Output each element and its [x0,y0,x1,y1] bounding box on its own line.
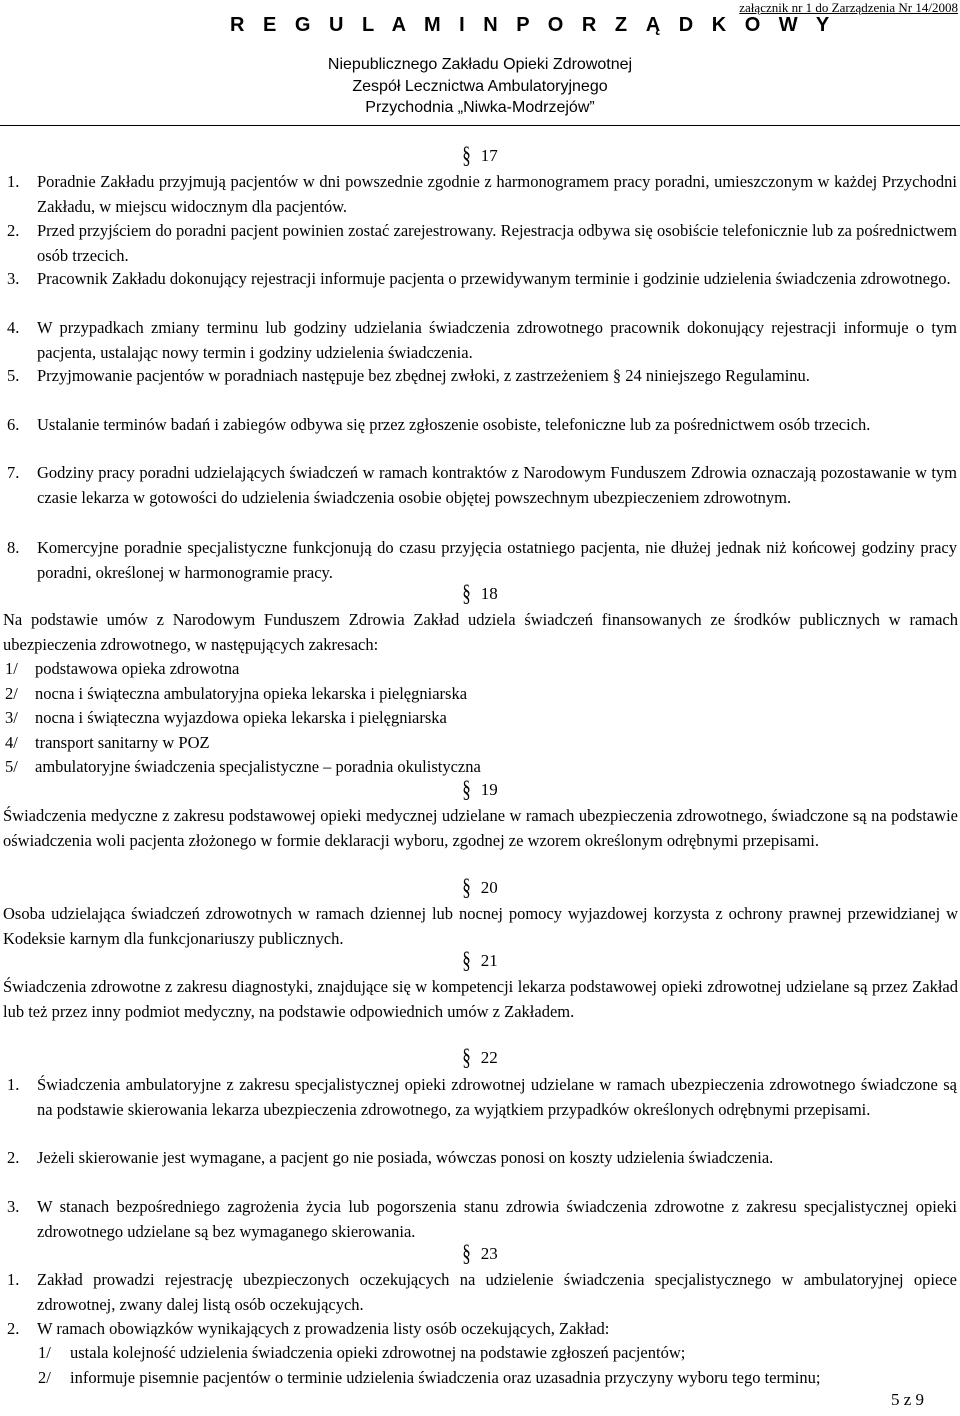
paragraph: Osoba udzielająca świadczeń zdrowotnych w ramach dziennej lub nocnej pomocy wyjazdowej korzysta z ochrony prawnej przewidzianej w Kodeksie karnym dla funkcjonariuszy publicznych. [3,904,958,948]
section-heading-23: § 23 [462,1240,498,1267]
list-item: 1/ podstawowa opieka zdrowotna [5,659,240,678]
header-divider [0,125,960,126]
org-clinic: Przychodnia „Niwka-Modrzejów” [365,99,595,116]
list-item: 8. Komercyjne poradnie specjalistyczne funkcjonują do czasu przyjęcia ostatniego pacjenta, nie dłużej jednak niż końcowej godziny pracy poradni, określonej w harmonogramie pracy. [7,538,957,582]
list-item: 2. Jeżeli skierowanie jest wymagane, a pacjent go nie posiada, wówczas ponosi on koszty udzielenia świadczenia. [7,1148,774,1167]
list-item: 3/ nocna i świąteczna wyjazdowa opieka lekarska i pielęgniarska [5,708,447,727]
document-title: R E G U L A M I N P O R Z Ą D K O W Y [230,14,836,36]
list-item: 3. W stanach bezpośredniego zagrożenia życia lub pogorszenia stanu zdrowia świadczenia zdrowotne z zakresu specjalistycznej opieki zdrowotnego udzielane są bez wymaganego skierowania. [7,1197,957,1241]
list-item: 1. Świadczenia ambulatoryjne z zakresu specjalistycznej opieki zdrowotnej udzielane w ramach ubezpieczenia zdrowotnego świadczone są na podstawie skierowania lekarza ubezpieczenia zdrowotnego, za wyjątkiem przypadków określonych odrębnymi przepisami. [7,1075,957,1119]
list-item: 6. Ustalanie terminów badań i zabiegów odbywa się przez zgłoszenie osobiste, telefoniczne lub za pośrednictwem osób trzecich. [7,415,871,434]
section-sign: § [462,580,471,607]
sub-list-item: 2/ informuje pisemnie pacjentów o terminie udzielenia świadczenia oraz uzasadnia przyczyny wyboru tego terminu; [38,1368,821,1387]
section-heading-22: § 22 [462,1044,498,1071]
list-item: 2. Przed przyjściem do poradni pacjent powinien zostać zarejestrowany. Rejestracja odbywa się osobiście telefonicznie lub za pośrednictwem osób trzecich. [7,221,957,265]
list-item: 5. Przyjmowanie pacjentów w poradniach następuje bez zbędnej zwłoki, z zastrzeżeniem § 24 niniejszego Regulaminu. [7,366,810,385]
org-unit: Zespół Lecznictwa Ambulatoryjnego [352,78,608,95]
list-item: 4. W przypadkach zmiany terminu lub godziny udzielania świadczenia zdrowotnego pracownik dokonujący rejestracji informuje o tym pacjenta, ustalając nowy termin i godziny udzielenia świadczenia. [7,318,957,362]
section-heading-18: § 18 [462,580,498,607]
sub-list-item: 1/ ustala kolejność udzielenia świadczenia opieki zdrowotnej na podstawie zgłoszeń pacjentów; [38,1343,686,1362]
section-sign: § [462,776,471,803]
list-item: 1. Zakład prowadzi rejestrację ubezpieczonych oczekujących na udzielenie świadczenia specjalistycznego w ambulatoryjnej opiece zdrowotnej, zwany dalej listą osób oczekujących. [7,1270,957,1314]
section-heading-19: § 19 [462,776,498,803]
attachment-note: załącznik nr 1 do Zarządzenia Nr 14/2008 [739,0,958,15]
section-heading-21: § 21 [462,947,498,974]
section-sign: § [462,142,471,169]
page-number: 5 z 9 [890,1390,924,1409]
list-item: 2. W ramach obowiązków wynikających z prowadzenia listy osób oczekujących, Zakład: [7,1319,610,1338]
section-sign: § [462,947,471,974]
list-item: 3. Pracownik Zakładu dokonujący rejestracji informuje pacjenta o przewidywanym terminie i godzinie udzielenia świadczenia zdrowotnego. [7,269,951,288]
paragraph: Na podstawie umów z Narodowym Funduszem Zdrowia Zakład udziela świadczeń finansowanych ze środków publicznych w ramach ubezpieczenia zdrowotnego, w następujących zakresach: [3,610,958,654]
section-heading-20: § 20 [462,874,498,901]
paragraph: Świadczenia zdrowotne z zakresu diagnostyki, znajdujące się w kompetencji lekarza podstawowej opieki zdrowotnej udzielane są przez Zakład lub też przez inny podmiot medyczny, na podstawie odpowiednich umów z Zakładem. [3,977,958,1021]
list-item: 1. Poradnie Zakładu przyjmują pacjentów w dni powszednie zgodnie z harmonogramem pracy poradni, umieszczonym w każdej Przychodni Zakładu, w miejscu widocznym dla pacjentów. [7,172,957,216]
section-sign: § [462,1240,471,1267]
org-name: Niepublicznego Zakładu Opieki Zdrowotnej [327,56,633,73]
section-heading-17: § 17 [462,142,498,169]
list-item: 4/ transport sanitarny w POZ [5,733,210,752]
list-item: 7. Godziny pracy poradni udzielających świadczeń w ramach kontraktów z Narodowym Funduszem Zdrowia oznaczają pozostawanie w tym czasie lekarza w gotowości do udzielenia świadczenia osobie objętej powszechnym ubezpieczeniem zdrowotnym. [7,463,957,507]
section-sign: § [462,874,471,901]
paragraph: Świadczenia medyczne z zakresu podstawowej opieki medycznej udzielane w ramach ubezpieczenia zdrowotnego, świadczone są na podstawie oświadczenia woli pacjenta złożonego w formie deklaracji wyboru, zgodnej ze wzorem określonym odrębnymi przepisami. [3,806,958,850]
list-item: 2/ nocna i świąteczna ambulatoryjna opieka lekarska i pielęgniarska [5,684,468,703]
list-item: 5/ ambulatoryjne świadczenia specjalistyczne – poradnia okulistyczna [5,757,481,776]
section-sign: § [462,1044,471,1071]
